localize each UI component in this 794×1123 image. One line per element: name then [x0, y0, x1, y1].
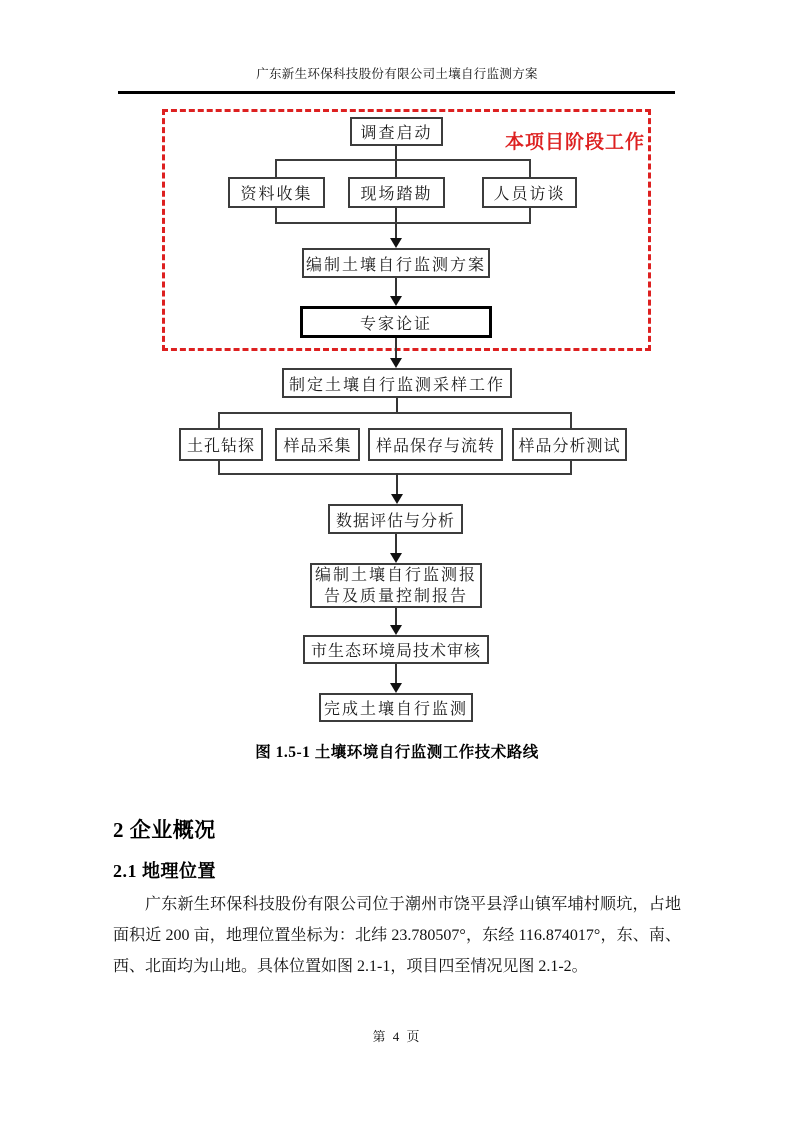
connector-line-review-finish: [395, 664, 397, 683]
flow-node-start: 调查启动: [350, 117, 443, 146]
arrow-down-icon: [390, 238, 402, 248]
connector-line-sampling-down: [396, 398, 398, 413]
flow-node-drill: 土孔钻探: [179, 428, 263, 461]
arrow-down-icon: [391, 494, 403, 504]
flow-node-collect: 资料收集: [228, 177, 325, 208]
flow-node-survey: 现场踏勘: [348, 177, 445, 208]
arrow-down-icon: [390, 358, 402, 368]
flow-node-report-line2: 告及质量控制报告: [323, 587, 468, 605]
header-rule: [118, 91, 675, 94]
page-number: 第 4 页: [372, 1029, 422, 1044]
flow-node-sample-store: 样品保存与流转: [368, 428, 503, 461]
arrow-down-icon: [390, 625, 402, 635]
connector-line-plan-expert: [395, 278, 397, 296]
page-header-title: 广东新生环保科技股份有限公司土壤自行监测方案: [256, 67, 538, 81]
arrow-down-icon: [390, 553, 402, 563]
connector-line-report-review: [395, 608, 397, 625]
flow-node-sample-test: 样品分析测试: [512, 428, 627, 461]
connector-line-data-report: [395, 533, 397, 553]
figure-caption: 图 1.5-1 土壤环境自行监测工作技术路线: [255, 744, 539, 761]
flow-node-review: 市生态环境局技术审核: [303, 635, 489, 664]
flow-node-report-line1: 编制土壤自行监测报: [314, 566, 477, 584]
flow-node-expert: 专家论证: [300, 306, 492, 338]
project-stage-label: 本项目阶段工作: [505, 132, 646, 153]
flow-node-report: [310, 563, 482, 608]
connector-line-to-plan: [395, 223, 397, 239]
connector-line-to-data: [396, 473, 398, 494]
flow-node-data-eval: 数据评估与分析: [328, 504, 463, 534]
flow-node-finish: 完成土壤自行监测: [319, 693, 473, 722]
subsection-heading: 2.1 地理位置: [113, 861, 216, 881]
connector-line-expert-sampling: [395, 338, 397, 358]
section-heading: 2 企业概况: [113, 818, 216, 842]
flow-node-sampling-plan: 制定土壤自行监测采样工作: [282, 368, 512, 398]
body-paragraph: 广东新生环保科技股份有限公司位于潮州市饶平县浮山镇军埔村顺坑，占地面积近 200 亩，地理位置坐标为：北纬 23.780507°，东经 116.874017°，东、南、西、北面均为山地。具体位置如图 2.1-1，项目四至情况见图 2.1-2。: [113, 896, 681, 975]
flow-node-interview: 人员访谈: [482, 177, 577, 208]
flow-node-sample-collect: 样品采集: [275, 428, 360, 461]
flow-node-plan: 编制土壤自行监测方案: [302, 248, 490, 278]
arrow-down-icon: [390, 296, 402, 306]
arrow-down-icon: [390, 683, 402, 693]
